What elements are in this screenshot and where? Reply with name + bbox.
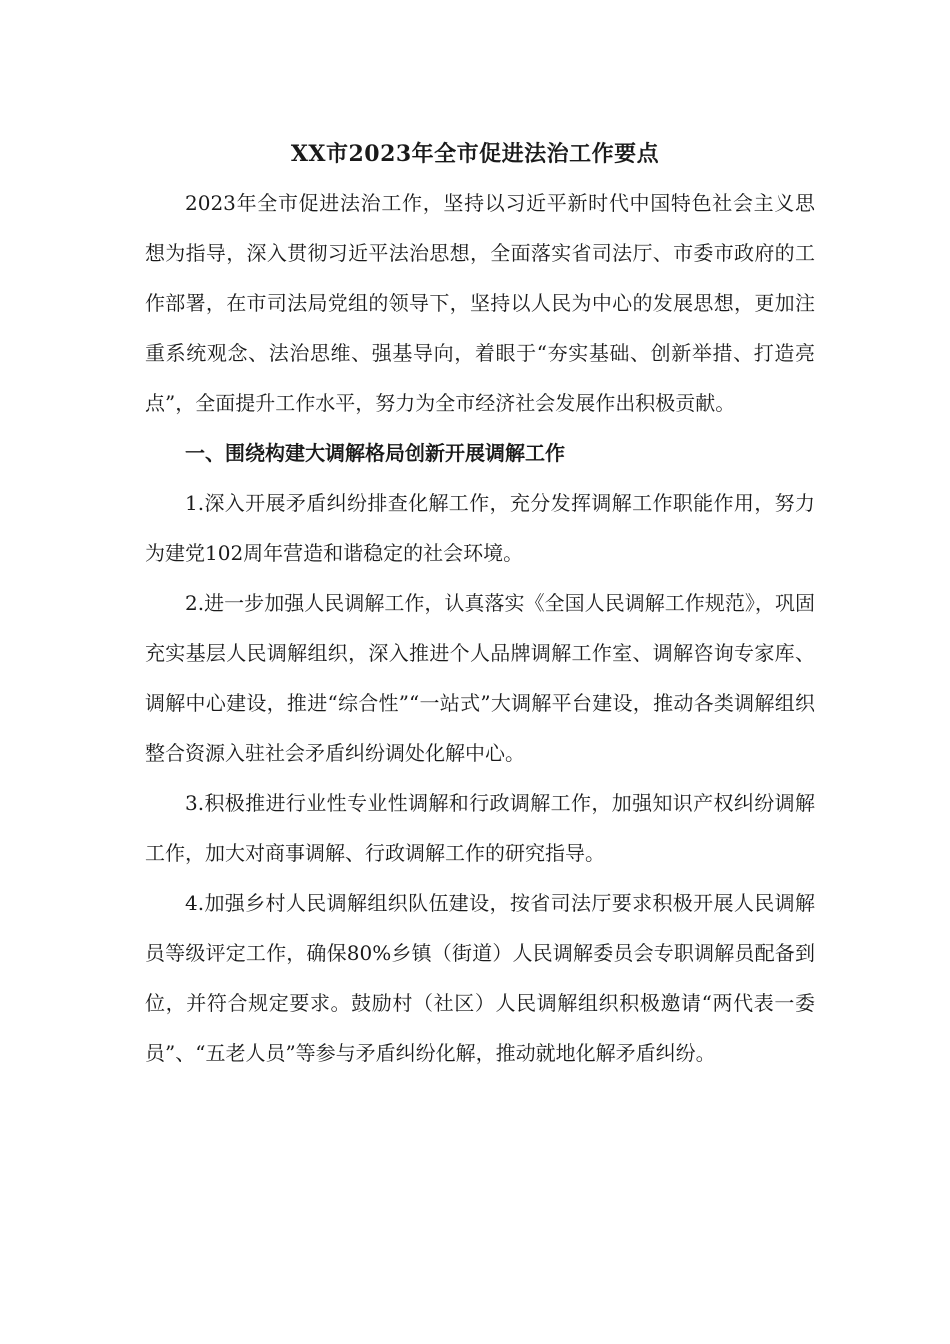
item-paragraph-2: 2.进一步加强人民调解工作，认真落实《全国人民调解工作规范》，巩固充实基层人民调解组织，深入推进个人品牌调解工作室、调解咨询专家库、调解中心建设，推进“综合性”“一站式”大调解平台建设，推动各类调解组织整合资源入驻社会矛盾纠纷调处化解中心。 bbox=[145, 591, 815, 765]
item-paragraph-3: 3.积极推进行业性专业性调解和行政调解工作，加强知识产权纠纷调解工作，加大对商事调解、行政调解工作的研究指导。 bbox=[145, 791, 815, 865]
document-body bbox=[145, 178, 815, 1078]
section-heading: 一、围绕构建大调解格局创新开展调解工作 bbox=[185, 441, 565, 465]
document-title: XX市2023年全市促进法治工作要点 bbox=[290, 141, 660, 167]
item-paragraph-4: 4.加强乡村人民调解组织队伍建设，按省司法厅要求积极开展人民调解员等级评定工作，确保80%乡镇（街道）人民调解委员会专职调解员配备到位，并符合规定要求。鼓励村（社区）人民调解组织积极邀请“两代表一委员”、“五老人员”等参与矛盾纠纷化解，推动就地化解矛盾纠纷。 bbox=[145, 891, 815, 1065]
item-paragraph-1: 1.深入开展矛盾纠纷排查化解工作，充分发挥调解工作职能作用，努力为建党102周年营造和谐稳定的社会环境。 bbox=[145, 491, 815, 565]
intro-paragraph: 2023年全市促进法治工作，坚持以习近平新时代中国特色社会主义思想为指导，深入贯彻习近平法治思想，全面落实省司法厅、市委市政府的工作部署，在市司法局党组的领导下，坚持以人民为中心的发展思想，更加注重系统观念、法治思维、强基导向，着眼于“夯实基础、创新举措、打造亮点”，全面提升工作水平，努力为全市经济社会发展作出积极贡献。 bbox=[145, 191, 815, 415]
